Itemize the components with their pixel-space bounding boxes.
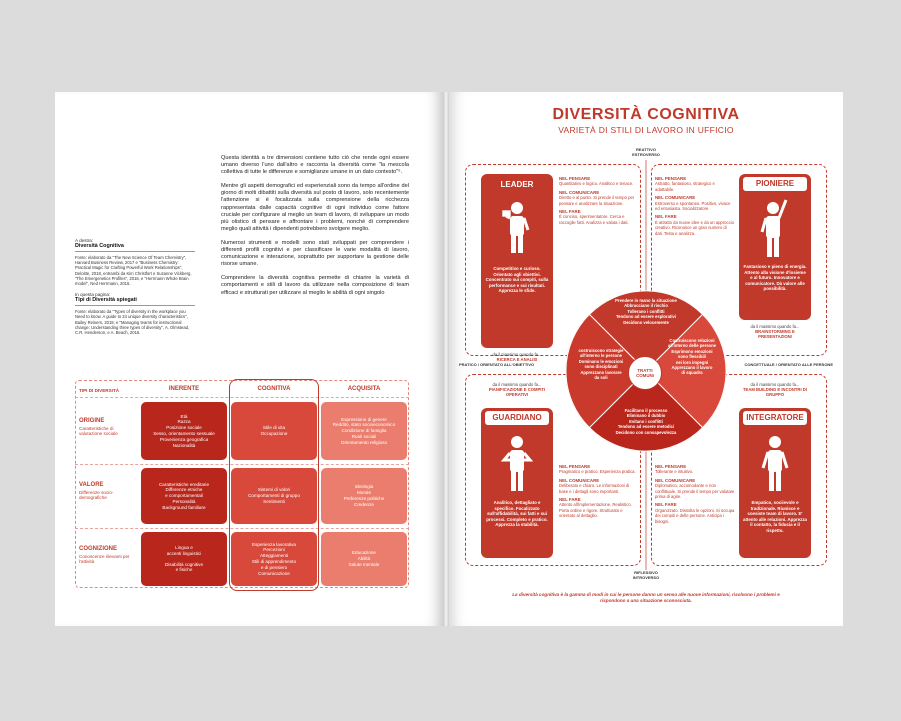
header-cognitiva: COGNITIVA [257, 386, 291, 392]
note-caption: da il massimo quando fa... [492, 382, 542, 387]
header-acquisita: ACQUISITA [347, 386, 381, 392]
paragraph: Mentre gli aspetti demografici ed esperienziali sono da tempo all'ordine del giorno di molti dibattiti sulla diversità sul posto di lavoro, solo recentemente l'attenzione si è focalizzata sulla comprensione della ricchezza rappresentata dalle capacità cognitive di ogni individuo come fattore cruciale per configurare al meglio un team di lavoro, di sviluppare un modo più olistico di pensare e affrontare i problemi, nonché di comprendere meglio quali attività i dipendenti potrebbero svolgere meglio. [221, 183, 409, 232]
note-source: Fonte: elaborato da "The New Science Of Team Chemistry", Harvard Business Review, 2017 e "Business Chemistry: Practical Magic for Crafting Powerful Work Relationships", Deloitte, 2018, entrambi da Kim Christfort e Suzanne Vickberg, "The Emergenetics Profiles", 2016, e "Herrmann Whole Brain model", Ned Herrmann, 2015. [75, 255, 192, 287]
cell-text: Sistemi di valori [257, 487, 291, 493]
cell-text: Disabilità cognitive [164, 561, 204, 567]
card-leader [481, 174, 553, 348]
traits-pioniere [655, 176, 735, 239]
row-subtitle: Caratteristiche di valutazione sociale [79, 426, 118, 437]
cell-text: Salute mentale [348, 561, 380, 567]
cell-text: e comportamentali [165, 493, 203, 499]
center-text: COMUNI [636, 373, 654, 378]
cell-text: e fisiche [175, 567, 193, 573]
note-label: A destra: [75, 238, 94, 243]
cell-text: Occupazione [260, 431, 288, 436]
axis-text: ESTROVERSO [632, 152, 660, 157]
wheel-right-text: Costruiscono relazioni all'interno delle persone Esprimono emozioni sono flessibili nei loro impegni Apprezzano il lavoro di squadra [667, 338, 716, 376]
trait-heading: NEL PENSARE [655, 176, 687, 181]
cell-text: Razza [177, 419, 191, 425]
cell-text: Nazionalità [172, 442, 196, 448]
card-title: LEADER [500, 180, 534, 189]
row-label-valore [79, 482, 137, 501]
cell-text: Ruoli sociali [351, 433, 377, 439]
axis-right-label: CONCETTUALE / ORIENTATO ALLE PERSONE [681, 362, 833, 367]
card-title: GUARDIANO [492, 413, 542, 422]
cell-text: Morale [356, 490, 372, 496]
note-activity: PIANIFICAZIONE E COMPITI OPERATIVI [488, 387, 546, 398]
row-subtitle: Differenze socio-demografiche [79, 490, 114, 501]
cell-text: Credenze [354, 501, 374, 507]
cell-valore-inerente [141, 468, 227, 524]
cell-origine-acquisita [321, 402, 407, 460]
trait-heading: NEL COMUNICARE [655, 195, 696, 201]
trait-text: Deliberato e chiaro. Le informazioni di base e i dettagli sono importanti. [559, 483, 630, 494]
divider [75, 251, 195, 252]
note-activity: RICERCA E ANALISI [496, 357, 538, 363]
cell-text: Posizione sociale [166, 425, 202, 431]
row-subtitle: Conoscenze rilevanti per l'attività [79, 554, 130, 565]
paragraph: Comprendere la diversità cognitiva permette di chiarire la varietà di comportamenti e stili di lavoro da utilizzare nella composizione di team efficaci e strutturati per utilizzare al meglio le abilità di ogni singolo [221, 275, 409, 296]
leader-figure-icon [499, 196, 535, 256]
cell-text: Età [180, 413, 188, 419]
trait-text: Estroverso e spontaneo. Positivo, vivace ed entusiasta. Socializzatore. [655, 200, 731, 212]
body-text [221, 155, 409, 304]
paragraph: Numerosi strumenti e modelli sono stati sviluppati per comprendere i differenti profili cognitivi e per classificare le varie modalità di lavoro, comunicazione e interazione, soprattutto per supportare la gestione delle risorse umane. [221, 239, 409, 268]
row-title: COGNIZIONE [79, 546, 118, 552]
cell-valore-acquisita [321, 468, 407, 524]
center-text: TRATTI [637, 367, 653, 373]
cell-text: Percezioni [263, 547, 285, 553]
integratore-note [739, 382, 811, 398]
note-title: Diversità Cognitiva [75, 243, 124, 249]
traits-leader [559, 176, 637, 228]
pioniere-figure-icon [757, 196, 793, 260]
trait-heading: NEL COMUNICARE [559, 189, 600, 195]
cell-text: Ideologia [354, 484, 374, 490]
note-title-2: Tipi di Diversità spiegati [75, 297, 137, 304]
cell-text: Differenze etniche [165, 487, 203, 493]
trait-text: Diretto e al punto. Si prende il tempo per pensare e analizzare la situazione. [559, 195, 635, 206]
left-page [55, 92, 443, 626]
header-inerente: INERENTE [168, 386, 200, 392]
pioniere-note [739, 324, 811, 340]
infographic-title: DIVERSITÀ COGNITIVA [552, 106, 740, 123]
card-description: Competitivo e curioso. Orientato agli obiettivi. Concentrato sui compiti, sulla performance e sui risultati. Apprezza le sfide. [485, 266, 549, 294]
axis-left-label: PRATICO / ORIENTATO ALL'OBIETTIVO [459, 362, 609, 367]
cell-text: Preferenze politiche [343, 496, 385, 501]
infographic-subtitle: VARIETÀ DI STILI DI LAVORO IN UFFICIO [558, 125, 734, 135]
card-title-bar [743, 411, 807, 425]
wheel-center-label [628, 356, 662, 390]
card-description: Analitico, dettagliato e specifico. Focalizzato sull'affidabilità, sui fatti e sui processi. Completo e pratico. Apprezza la stabilità. [486, 500, 548, 528]
trait-heading: NEL FARE [559, 209, 581, 215]
note-activity: BRAINSTORMING E PRESENTAZIONI [755, 329, 795, 340]
trait-text: Quantitativo e logico. Analitico e tenace. [559, 181, 634, 187]
trait-text: È conciso, sperimentatore. Cerca e raccoglie fatti. Analizza e valuta i dati. [559, 214, 629, 225]
trait-text: Organizzato. Dissolta le opzioni. Si occupa dei compiti e delle persone. Anticipa i bisogni. [655, 507, 735, 524]
cell-text: Stile di vita [262, 425, 286, 431]
cell-valore-cognitiva [231, 468, 317, 524]
trait-text: Pragmatico e pratico. Esperienza pratica. [559, 469, 636, 475]
card-title: INTEGRATORE [746, 413, 804, 422]
note-caption: da il massimo quando fa... [750, 382, 800, 387]
row-label-origine [79, 418, 137, 437]
trait-heading: NEL COMUNICARE [559, 477, 600, 483]
axis-text: REATTIVO [636, 147, 656, 152]
leader-note-text [481, 352, 553, 362]
cell-text: Condizione di famiglia [341, 428, 387, 434]
note-source-2: Fonte: elaborato da "Types of diversity in the workplace you Need to know. A guide to 24 unique diversity characteristics", Bailey Reiners, 2019, e "Managing teams for instructional change: Understanding three types of diversity", A. Olmstead, C.R. Henderson, e A. Beach, 2016. [75, 309, 190, 336]
diversity-types-table [75, 380, 409, 588]
trait-heading: NEL PENSARE [559, 176, 591, 181]
cell-text: Educazione [351, 550, 376, 556]
cell-text: e di pensiero [260, 564, 288, 570]
divider [75, 305, 195, 306]
row-title: VALORE [79, 482, 104, 488]
cell-text: accenti linguistici [166, 550, 202, 556]
trait-text: Attento all'implementazione. Realistico. Porta ordine e rigore. Strutturato e orientato al dettaglio. [559, 502, 632, 519]
card-pioniere [739, 174, 811, 320]
trait-heading: NEL PENSARE [655, 464, 687, 469]
wheel-top-text: Prendere in mano la situazione Abbracciano il rischio Tollerano i conflitti Tendono ad essere esplorativi Decidono velocemente [615, 298, 677, 325]
trait-heading: NEL FARE [655, 214, 677, 220]
row-title: ORIGINE [79, 418, 105, 424]
axis-text: INTROVERSO [632, 575, 660, 580]
cell-text: Reddito, stato socioeconomico [332, 422, 396, 428]
note-caption: da il massimo quando fa... [750, 324, 800, 329]
cell-cognizione-inerente [141, 532, 227, 586]
cell-text: Provenienza geografica [159, 436, 209, 442]
guardiano-note [481, 382, 553, 398]
axis-top-label [616, 147, 676, 157]
cell-text: Caratteristiche ereditarie [158, 481, 210, 487]
side-notes [75, 238, 195, 341]
cell-cognizione-cognitiva [231, 532, 317, 586]
cell-text: Espressione di genere [341, 416, 387, 422]
card-title-bar [743, 177, 807, 191]
cell-text: Atteggiamenti [259, 553, 289, 559]
axis-text: RIFLESSIVO [634, 570, 658, 575]
trait-heading: NEL PENSARE [559, 464, 591, 469]
traits-guardiano [559, 464, 637, 522]
wheel-bottom-text: Facilitano il processo Eliminano il dubbio Evitano i conflitti Tendono ad essere metodici Decidono con consapevolezza [615, 408, 677, 435]
card-description: Empatico, sociievole e tradizionale. Riunisce e coesiste team di lavoro. E' attento alle relazioni. Apprezza il contatto, la fiducia e il rispetto. [743, 500, 808, 533]
row-label-cognizione [79, 546, 137, 565]
card-title: PIONIERE [755, 179, 795, 188]
cell-text: Sentimenti [263, 498, 285, 504]
cell-text: Background familiare [162, 504, 206, 510]
cell-cognizione-acquisita [321, 532, 407, 586]
trait-heading: NEL FARE [559, 497, 581, 503]
guardiano-figure-icon [499, 430, 535, 494]
cell-origine-cognitiva [231, 402, 317, 460]
note-caption: da il massimo quando fa... [492, 352, 542, 357]
card-description: Fantasioso e pieno di energia. Attento alla visione d'insieme e al futuro. Innovatore e comunicatore. Dà valore alle possibilità. [743, 264, 807, 292]
card-title-bar [485, 411, 549, 425]
cell-text: Orientamento religioso [340, 439, 388, 445]
trait-heading: NEL FARE [655, 502, 677, 508]
table-corner-label: TIPI DI DIVERSITÀ [79, 388, 120, 393]
cell-text: Comportamenti di gruppo [248, 493, 300, 499]
card-guardiano [481, 408, 553, 558]
cell-text: Lingua e [175, 544, 193, 550]
note-activity: TEAM BUILDING E INCONTRI DI GRUPPO [743, 387, 807, 398]
cell-text: Sesso, orientamento sessuale [153, 431, 215, 436]
cell-origine-inerente [141, 402, 227, 460]
traits-integratore [655, 464, 735, 527]
integratore-figure-icon [757, 430, 793, 494]
cell-text: Abilità [357, 556, 371, 562]
cell-text: Esperienza lavorativa [252, 541, 296, 547]
trait-heading: NEL COMUNICARE [655, 477, 696, 483]
paragraph: Questa identità a tre dimensioni contiene tutto ciò che rende ogni essere umano diverso l'uno dall'altro e racconta la diversità come "la mescola collettiva di tutte le differenze e somiglianze umane in un dato contesto"⁶. [221, 155, 409, 176]
cell-text: Stili di apprendimento [251, 559, 297, 564]
cell-text: Comunicazione [258, 570, 290, 576]
note-label-2: In questa pagina: [75, 292, 111, 298]
card-integratore [739, 408, 811, 558]
trait-text: Tollerante e intuitivo. [655, 469, 694, 475]
trait-text: Astratto, fantasioso, strategico e adattabile. [655, 181, 715, 192]
axis-bottom-label [616, 570, 676, 580]
trait-text: Diplomatico, accomodante e non conflittuale. Si prende il tempo per valutare prima di agire. [655, 483, 735, 500]
wheel-left-text: costruiscono strategie all'interno le persone Dominano le emozioni sono disciplinati Apprezzano lavorare da soli [578, 348, 624, 381]
infographic-footer: La diversità cognitiva è la gamma di modi in cui le persone danno un senso alle nuove informazioni, risolvono i problemi e rispondono a una situazione sconosciuta. [512, 592, 780, 603]
trait-text: È attratto da nuove idee e da un approccio creativo. Riconosce un gran numero di dati. Testa e analizza. [655, 219, 734, 236]
cell-text: Personalità [172, 498, 196, 504]
